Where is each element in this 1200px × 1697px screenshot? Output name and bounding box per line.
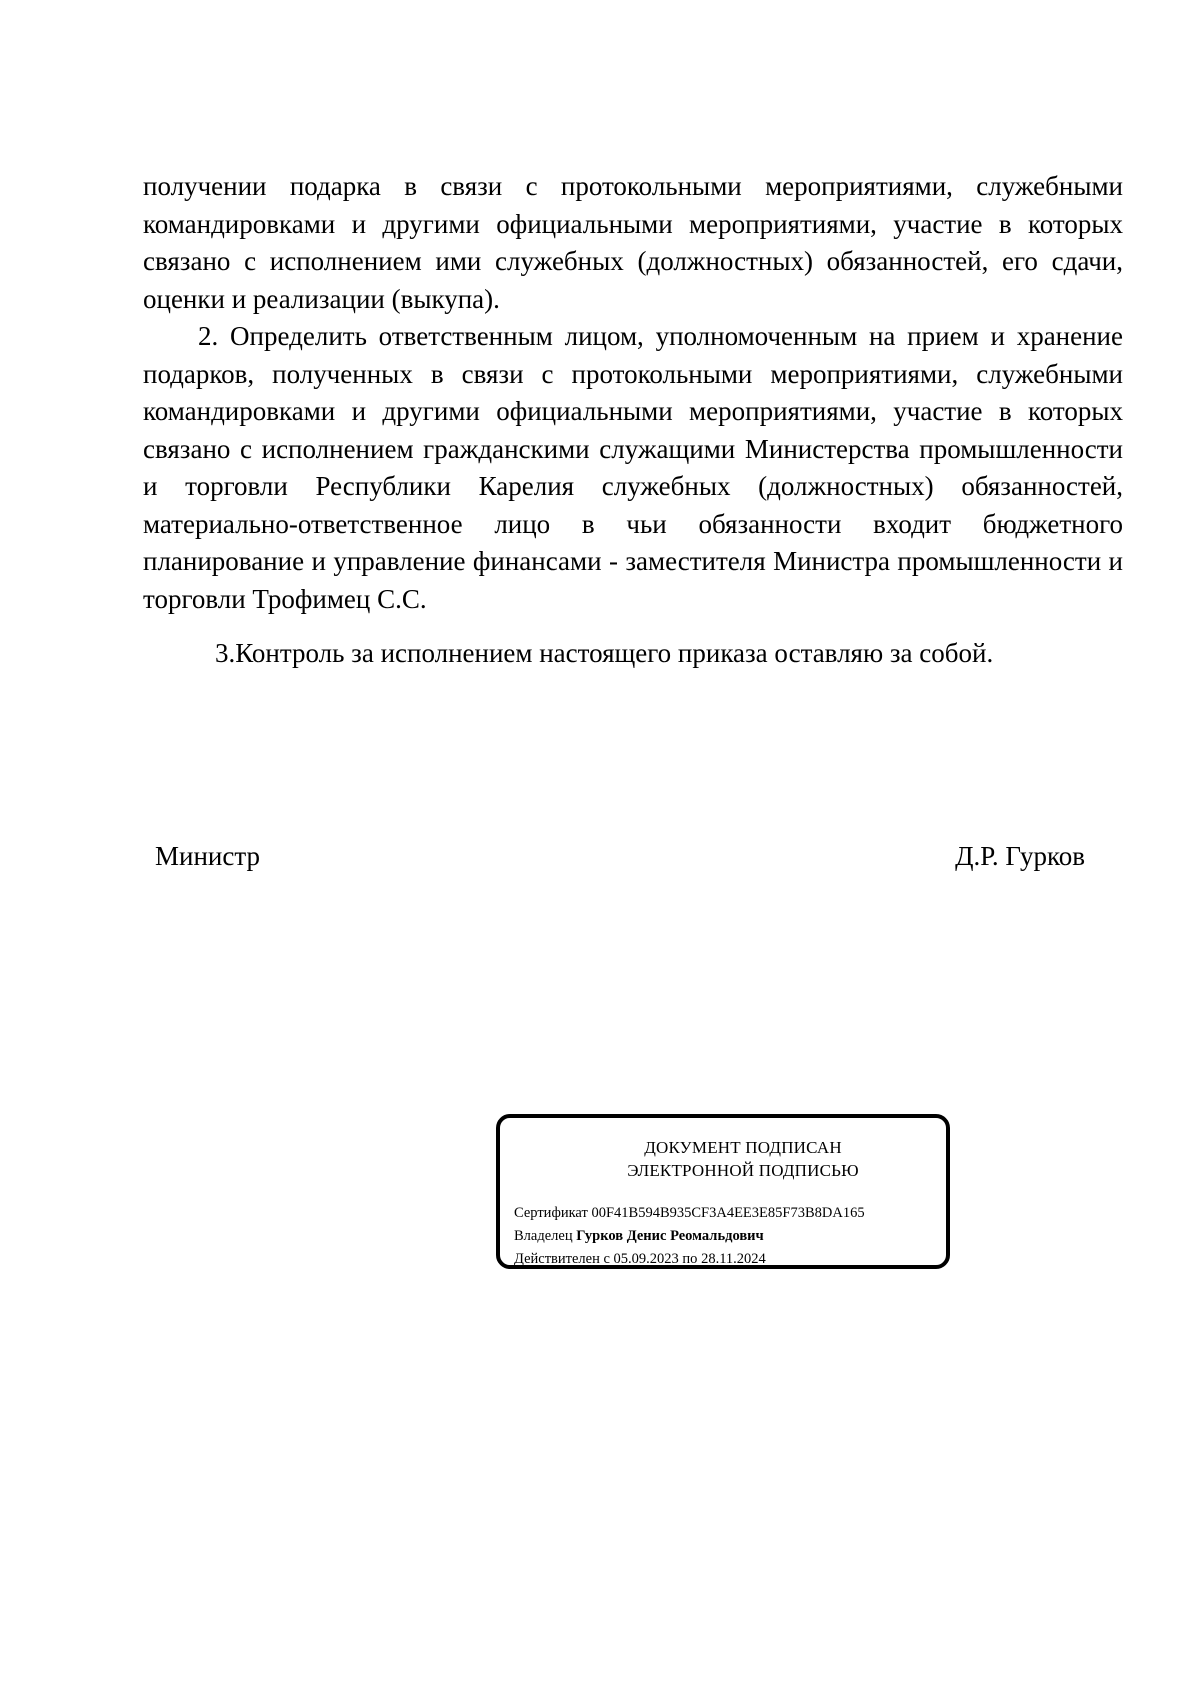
signatory-title: Министр <box>155 841 260 871</box>
certificate-value: 00F41B594B935CF3A4EE3E85F73B8DA165 <box>591 1205 865 1221</box>
validity-line <box>514 1248 865 1271</box>
stamp-header <box>500 1136 946 1182</box>
electronic-signature-stamp <box>496 1114 950 1269</box>
stamp-header-line-2: ЭЛЕКТРОННОЙ ПОДПИСЬЮ <box>627 1161 859 1180</box>
valid-to: 28.11.2024 <box>701 1251 766 1267</box>
valid-from: 05.09.2023 <box>613 1251 679 1267</box>
certificate-label: Сертификат <box>514 1205 588 1221</box>
owner-line <box>514 1225 865 1248</box>
signatory-name: Д.Р. Гурков <box>955 841 1085 871</box>
document-body <box>143 168 1123 673</box>
owner-value: Гурков Денис Реомальдович <box>576 1228 764 1244</box>
valid-label: Действителен с <box>514 1251 610 1267</box>
paragraph-1: получении подарка в связи с протокольными мероприятиями, служебными командировками и другими официальными мероприятиями, участие в которых связано с исполнением ими служебных (должностных) обязанностей, его сдачи, оценки и реализации (выкупа). <box>143 171 1123 314</box>
certificate-line <box>514 1202 865 1225</box>
stamp-header-line-1: ДОКУМЕНТ ПОДПИСАН <box>644 1138 842 1157</box>
paragraph-3: 3.Контроль за исполнением настоящего приказа оставляю за собой. <box>215 638 994 668</box>
owner-label: Владелец <box>514 1228 573 1244</box>
paragraph-2: 2. Определить ответственным лицом, уполномоченным на прием и хранение подарков, полученных в связи с протокольными мероприятиями, служебными командировками и другими официальными мероприятиями, участие в которых связано с исполнением гражданскими служащими Министерства промышленности и торговли Республики Карелия служебных (должностных) обязанностей, материально-ответственное лицо в чьи обязанности входит бюджетного планирование и управление финансами - заместителя Министра промышленности и торговли Трофимец С.С. <box>143 321 1123 614</box>
valid-to-label: по <box>682 1251 698 1267</box>
stamp-details <box>514 1202 865 1271</box>
